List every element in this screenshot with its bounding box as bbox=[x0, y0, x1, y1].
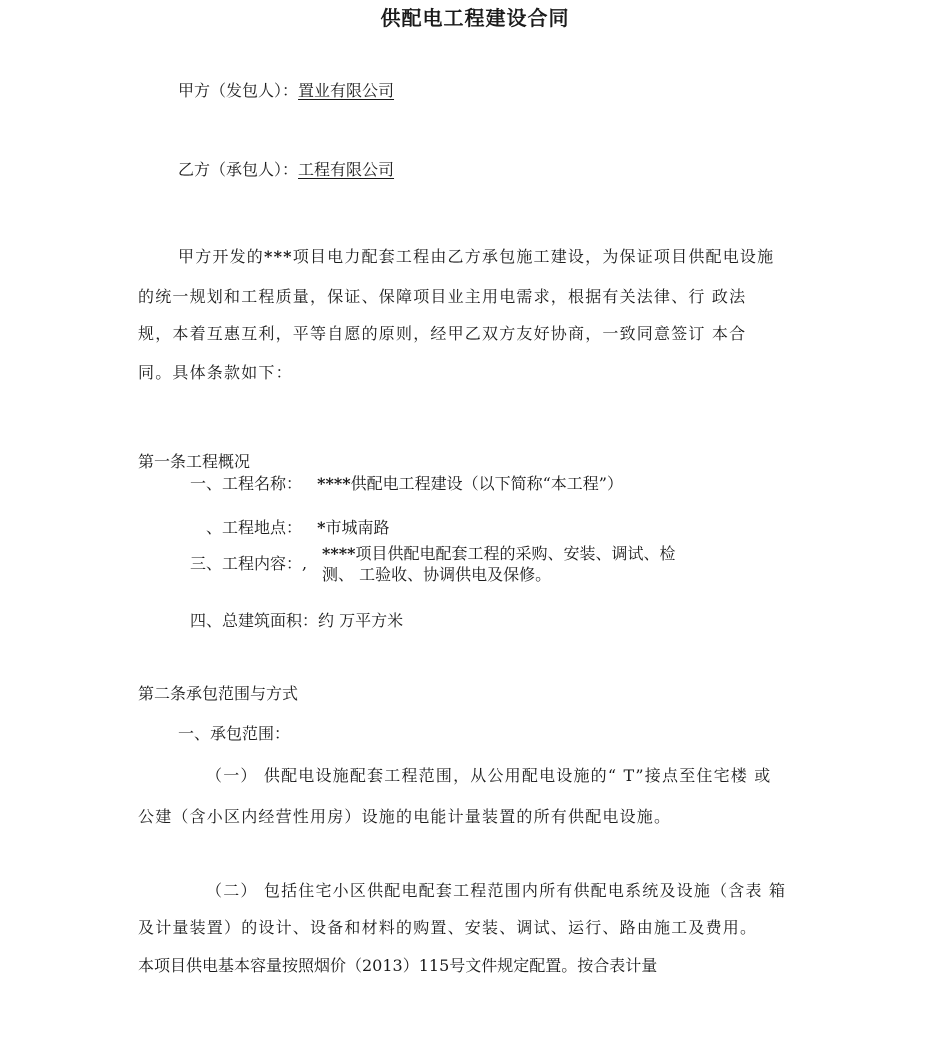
party-a bbox=[178, 78, 394, 101]
item-2-value: 市城南路 bbox=[325, 518, 390, 537]
article-1-item-3-line-1 bbox=[322, 541, 675, 564]
article-2-heading: 第二条承包范围与方式 bbox=[138, 684, 299, 703]
article-2-sub-1: 一、承包范围： bbox=[178, 724, 291, 743]
article-1-item-2 bbox=[206, 515, 390, 538]
item-1-label: 一、工程名称： bbox=[190, 474, 303, 493]
party-a-value: 置业有限公司 bbox=[298, 81, 395, 100]
document-title: 供配电工程建设合同 bbox=[380, 6, 570, 30]
intro-prefix: 甲方开发的 bbox=[178, 247, 265, 266]
scope-1-line-1: （一） 供配电设施配套工程范围，从公用配电设施的“ T”接点至住宅楼 或 bbox=[206, 766, 772, 785]
intro-line-2: 的统一规划和工程质量，保证、保障项目业主用电需求，根据有关法律、行 政法 bbox=[138, 287, 747, 306]
item-1-value: 供配电工程建设（以下简称“本工程”） bbox=[350, 474, 623, 493]
party-b bbox=[178, 157, 394, 180]
capacity-line: 本项目供电基本容量按照烟价（2013）115号文件规定配置。按合表计量 bbox=[138, 956, 658, 975]
item-1-stars: **** bbox=[317, 474, 351, 493]
item-2-label: 、工程地点： bbox=[206, 518, 303, 537]
article-1-item-3-line-2: 测、 工验收、协调供电及保修。 bbox=[322, 565, 552, 584]
article-1-item-1 bbox=[190, 471, 623, 494]
intro-line-4: 同。具体条款如下： bbox=[138, 363, 293, 382]
article-1-item-3-label: 三、工程内容：, bbox=[190, 554, 308, 573]
party-b-value: 工程有限公司 bbox=[298, 160, 395, 179]
item-2-stars: * bbox=[317, 518, 326, 537]
article-1-item-4: 四、总建筑面积：约 万平方米 bbox=[190, 611, 404, 630]
scope-1-line-2: 公建（含小区内经营性用房）设施的电能计量装置的所有供配电设施。 bbox=[138, 807, 672, 826]
item-3-value-line-1: 项目供配电配套工程的采购、安装、调试、检 bbox=[355, 544, 676, 563]
intro-stars: *** bbox=[264, 247, 293, 266]
intro-line-1 bbox=[178, 244, 774, 267]
intro-rest: 项目电力配套工程由乙方承包施工建设，为保证项目供配电设施 bbox=[292, 247, 775, 266]
scope-2-line-2: 及计量装置）的设计、设备和材料的购置、安装、调试、运行、路由施工及费用。 bbox=[138, 918, 758, 937]
article-1-heading: 第一条工程概况 bbox=[138, 452, 251, 471]
intro-line-3: 规，本着互惠互利，平等自愿的原则，经甲乙双方友好协商，一致同意签订 本合 bbox=[138, 324, 747, 343]
item-3-stars: **** bbox=[322, 544, 356, 563]
party-b-label: 乙方（承包人）： bbox=[178, 160, 299, 179]
party-a-label: 甲方（发包人）： bbox=[178, 81, 299, 100]
scope-2-line-1: （二） 包括住宅小区供配电配套工程范围内所有供配电系统及设施（含表 箱 bbox=[206, 881, 787, 900]
